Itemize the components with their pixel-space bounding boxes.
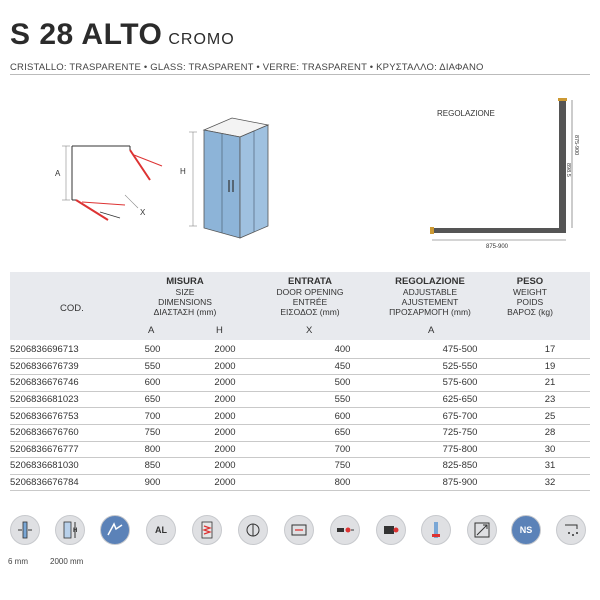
col-misura xyxy=(140,276,230,317)
cell-h: 2000 xyxy=(175,408,275,425)
cell-peso: 17 xyxy=(510,342,590,358)
regolazione-line-1: ADJUSTABLE xyxy=(402,287,458,297)
cell-cod: 5206836676760 xyxy=(10,424,130,441)
box-label-h: H xyxy=(180,167,186,176)
cell-x: 800 xyxy=(275,474,410,491)
cell-a: 900 xyxy=(130,474,175,491)
cell-peso: 25 xyxy=(510,408,590,425)
table-row xyxy=(10,474,590,491)
diagram-area xyxy=(0,80,600,255)
cell-a: 700 xyxy=(130,408,175,425)
cell-peso: 32 xyxy=(510,474,590,491)
col-peso xyxy=(495,276,565,317)
table-row xyxy=(10,342,590,358)
cell-peso: 23 xyxy=(510,391,590,408)
cell-h: 2000 xyxy=(175,342,275,358)
cell-reg: 725-750 xyxy=(410,424,510,441)
peso-line-2: POIDS xyxy=(516,297,544,307)
misura-line-1: SIZE xyxy=(175,287,195,297)
easy-clean-icon xyxy=(100,515,130,545)
plan-diagram xyxy=(55,146,162,220)
peso-line-3: ΒΑΡΟΣ (kg) xyxy=(507,307,553,317)
drainage-icon xyxy=(556,515,586,545)
cell-cod: 5206836696713 xyxy=(10,342,130,358)
hinge-icon xyxy=(376,515,406,545)
entrata-line-3: ΕΙΣΟΔΟΣ (mm) xyxy=(280,307,340,317)
sub-h: H xyxy=(216,325,223,336)
glass-thickness-label: 6 mm xyxy=(8,557,28,566)
cell-h: 2000 xyxy=(175,391,275,408)
adjustment-diagram xyxy=(430,98,579,250)
cell-reg: 875-900 xyxy=(410,474,510,491)
regolazione-bottom-dim: 875-900 xyxy=(486,244,509,250)
cell-x: 500 xyxy=(275,375,410,392)
entrata-line-1: DOOR OPENING xyxy=(276,287,344,297)
cell-cod: 5206836676784 xyxy=(10,474,130,491)
table-row xyxy=(10,391,590,408)
regolazione-col-title: REGOLAZIONE xyxy=(395,276,465,287)
misura-title: MISURA xyxy=(166,276,204,287)
cell-reg: 625-650 xyxy=(410,391,510,408)
cell-a: 500 xyxy=(130,342,175,358)
wall-profile-icon xyxy=(421,515,451,545)
table-row xyxy=(10,408,590,425)
cell-cod: 5206836676746 xyxy=(10,375,130,392)
fixing-icon xyxy=(330,515,360,545)
cell-a: 850 xyxy=(130,458,175,475)
glass-thickness-icon xyxy=(10,515,40,545)
cell-peso: 19 xyxy=(510,358,590,375)
table-row xyxy=(10,458,590,475)
spec-table xyxy=(10,342,590,491)
cell-reg: 575-600 xyxy=(410,375,510,392)
cell-h: 2000 xyxy=(175,458,275,475)
misura-line-2: DIMENSIONS xyxy=(158,297,212,307)
cell-a: 550 xyxy=(130,358,175,375)
cell-x: 650 xyxy=(275,424,410,441)
cell-h: 2000 xyxy=(175,474,275,491)
cell-cod: 5206836681023 xyxy=(10,391,130,408)
aluminium-icon: AL xyxy=(146,515,176,545)
cell-x: 600 xyxy=(275,408,410,425)
table-header xyxy=(10,272,590,340)
cell-peso: 21 xyxy=(510,375,590,392)
table-row xyxy=(10,375,590,392)
col-cod: COD. xyxy=(60,303,84,314)
cell-peso: 31 xyxy=(510,458,590,475)
cell-x: 750 xyxy=(275,458,410,475)
height-label: 2000 mm xyxy=(50,557,84,566)
profile-icon xyxy=(238,515,268,545)
col-entrata xyxy=(260,276,360,317)
misura-line-3: ΔΙΑΣΤΑΣΗ (mm) xyxy=(153,307,217,317)
table-row xyxy=(10,424,590,441)
cell-cod: 5206836676777 xyxy=(10,441,130,458)
cell-h: 2000 xyxy=(175,375,275,392)
cell-cod: 5206836681030 xyxy=(10,458,130,475)
feature-icons xyxy=(0,515,600,575)
sub-reg-a: A xyxy=(428,325,435,336)
model-name: S 28 ALTO xyxy=(10,18,163,51)
col-regolazione xyxy=(375,276,485,317)
table-row xyxy=(10,358,590,375)
nano-coating-icon: NS xyxy=(511,515,541,545)
cell-x: 400 xyxy=(275,342,410,358)
cell-cod: 5206836676753 xyxy=(10,408,130,425)
regolazione-line-3: ΠΡΟΣΑΡΜΟΓΗ (mm) xyxy=(389,307,471,317)
peso-line-1: WEIGHT xyxy=(513,287,547,297)
regolazione-side-sub: 898.5 xyxy=(565,163,571,177)
magnetic-seal-icon xyxy=(192,515,222,545)
plan-label-x: X xyxy=(140,208,146,217)
cell-a: 800 xyxy=(130,441,175,458)
table-row xyxy=(10,441,590,458)
cell-cod: 5206836676739 xyxy=(10,358,130,375)
cell-reg: 775-800 xyxy=(410,441,510,458)
cell-x: 550 xyxy=(275,391,410,408)
regolazione-title: REGOLAZIONE xyxy=(437,109,495,118)
peso-title: PESO xyxy=(516,276,544,287)
cell-reg: 675-700 xyxy=(410,408,510,425)
cell-x: 700 xyxy=(275,441,410,458)
glass-spec-line: CRISTALLO: TRASPARENTE • GLASS: TRASPARENT • VERRE: TRASPARENT • ΚΡΥΣΤΑΛΛΟ: ΔΙΑΦΑΝΟ xyxy=(10,62,484,73)
product-title xyxy=(10,18,235,52)
cell-reg: 525-550 xyxy=(410,358,510,375)
cell-peso: 30 xyxy=(510,441,590,458)
cell-peso: 28 xyxy=(510,424,590,441)
reversible-icon xyxy=(467,515,497,545)
cell-reg: 475-500 xyxy=(410,342,510,358)
cell-h: 2000 xyxy=(175,441,275,458)
cell-h: 2000 xyxy=(175,358,275,375)
cell-a: 750 xyxy=(130,424,175,441)
entrata-title: ENTRATA xyxy=(288,276,332,287)
adjustment-profile-icon xyxy=(284,515,314,545)
header-divider xyxy=(10,74,590,75)
height-icon-letter: H xyxy=(73,528,78,534)
sub-x: X xyxy=(306,325,313,336)
regolazione-side-dim: 875-900 xyxy=(573,135,579,156)
cell-x: 450 xyxy=(275,358,410,375)
plan-label-a: A xyxy=(55,169,61,178)
enclosure-3d-diagram xyxy=(180,118,268,238)
cell-h: 2000 xyxy=(175,424,275,441)
height-icon xyxy=(55,515,85,545)
cell-a: 600 xyxy=(130,375,175,392)
cell-reg: 825-850 xyxy=(410,458,510,475)
regolazione-line-2: AJUSTEMENT xyxy=(401,297,459,307)
sub-a: A xyxy=(148,325,155,336)
finish-label: CROMO xyxy=(168,31,235,48)
entrata-line-2: ENTRÉE xyxy=(292,297,328,307)
spec-table-body xyxy=(10,342,590,491)
cell-a: 650 xyxy=(130,391,175,408)
